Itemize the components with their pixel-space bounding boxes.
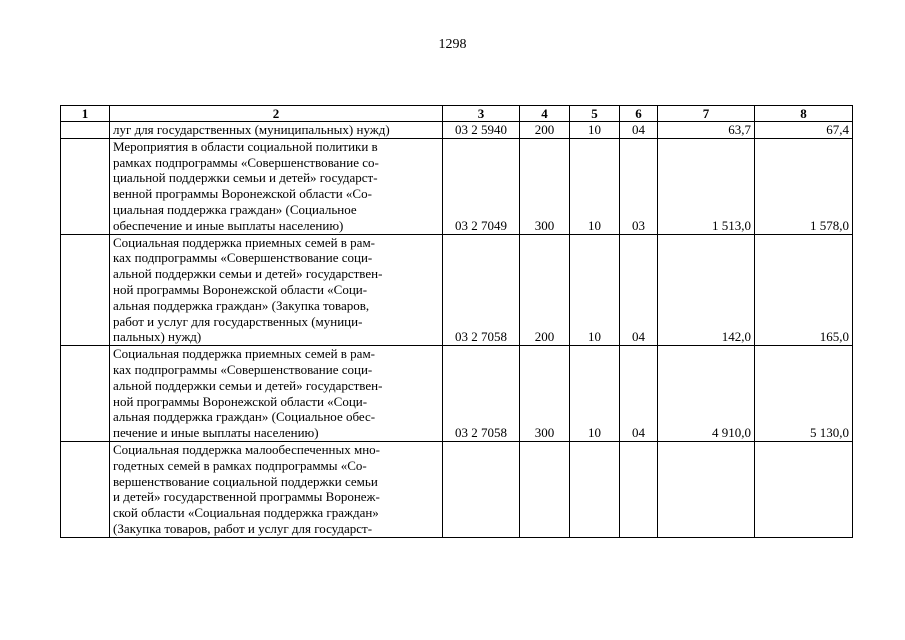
header-col-6: 6: [620, 106, 658, 122]
cell-index: [61, 346, 110, 442]
cell-target-code: 03 2 7058: [443, 234, 520, 346]
table-row: [61, 122, 853, 139]
cell-index: [61, 441, 110, 537]
cell-description: Мероприятия в области социальной политики в рамках подпрограммы «Совершенствование со- циальной поддержки семьи и детей» государст- венной программы Воронежской области «Со- циальная поддержка граждан» (Социальное обеспечение и иные выплаты населению): [110, 138, 443, 234]
cell-amount-8: 5 130,0: [755, 346, 853, 442]
budget-table: [60, 105, 853, 538]
cell-index: [61, 234, 110, 346]
table-row: [61, 346, 853, 442]
cell-expense-type: 300: [520, 346, 570, 442]
header-col-2: 2: [110, 106, 443, 122]
cell-section: 10: [570, 138, 620, 234]
cell-description: Социальная поддержка приемных семей в рам- ках подпрограммы «Совершенствование соци- альной поддержки семьи и детей» государствен- ной программы Воронежской области «Соци- альная поддержка граждан» (Социальное обес- печение и иные выплаты населению): [110, 346, 443, 442]
header-col-3: 3: [443, 106, 520, 122]
cell-section: 10: [570, 122, 620, 139]
cell-subsection: 03: [620, 138, 658, 234]
cell-amount-8: [755, 441, 853, 537]
table-header-row: [61, 106, 853, 122]
table-row: [61, 234, 853, 346]
cell-section: 10: [570, 234, 620, 346]
cell-description: Социальная поддержка малообеспеченных мно- годетных семей в рамках подпрограммы «Со- вершенствование социальной поддержки семьи и детей» государственной программы Воронеж- ской области «Социальная поддержка граждан» (Закупка товаров, работ и услуг для государст-: [110, 441, 443, 537]
cell-index: [61, 138, 110, 234]
cell-expense-type: 200: [520, 122, 570, 139]
header-col-5: 5: [570, 106, 620, 122]
cell-target-code: 03 2 5940: [443, 122, 520, 139]
cell-description: Социальная поддержка приемных семей в рам- ках подпрограммы «Совершенствование соци- альной поддержки семьи и детей» государствен- ной программы Воронежской области «Соци- альная поддержка граждан» (Закупка товаров, работ и услуг для государственных (муници- пальных) нужд): [110, 234, 443, 346]
header-col-7: 7: [658, 106, 755, 122]
cell-amount-7: 1 513,0: [658, 138, 755, 234]
cell-amount-7: 142,0: [658, 234, 755, 346]
cell-subsection: 04: [620, 122, 658, 139]
cell-description: луг для государственных (муниципальных) нужд): [110, 122, 443, 139]
cell-expense-type: [520, 441, 570, 537]
cell-target-code: 03 2 7049: [443, 138, 520, 234]
cell-amount-7: 63,7: [658, 122, 755, 139]
table-row: [61, 441, 853, 537]
header-col-8: 8: [755, 106, 853, 122]
cell-section: 10: [570, 346, 620, 442]
page-number: 1298: [438, 37, 467, 52]
cell-amount-8: 1 578,0: [755, 138, 853, 234]
cell-amount-8: 165,0: [755, 234, 853, 346]
cell-amount-8: 67,4: [755, 122, 853, 139]
cell-subsection: 04: [620, 346, 658, 442]
header-col-1: 1: [61, 106, 110, 122]
cell-target-code: [443, 441, 520, 537]
cell-target-code: 03 2 7058: [443, 346, 520, 442]
cell-section: [570, 441, 620, 537]
cell-expense-type: 200: [520, 234, 570, 346]
cell-index: [61, 122, 110, 139]
header-col-4: 4: [520, 106, 570, 122]
cell-subsection: [620, 441, 658, 537]
cell-expense-type: 300: [520, 138, 570, 234]
cell-amount-7: 4 910,0: [658, 346, 755, 442]
table-row: [61, 138, 853, 234]
cell-subsection: 04: [620, 234, 658, 346]
cell-amount-7: [658, 441, 755, 537]
